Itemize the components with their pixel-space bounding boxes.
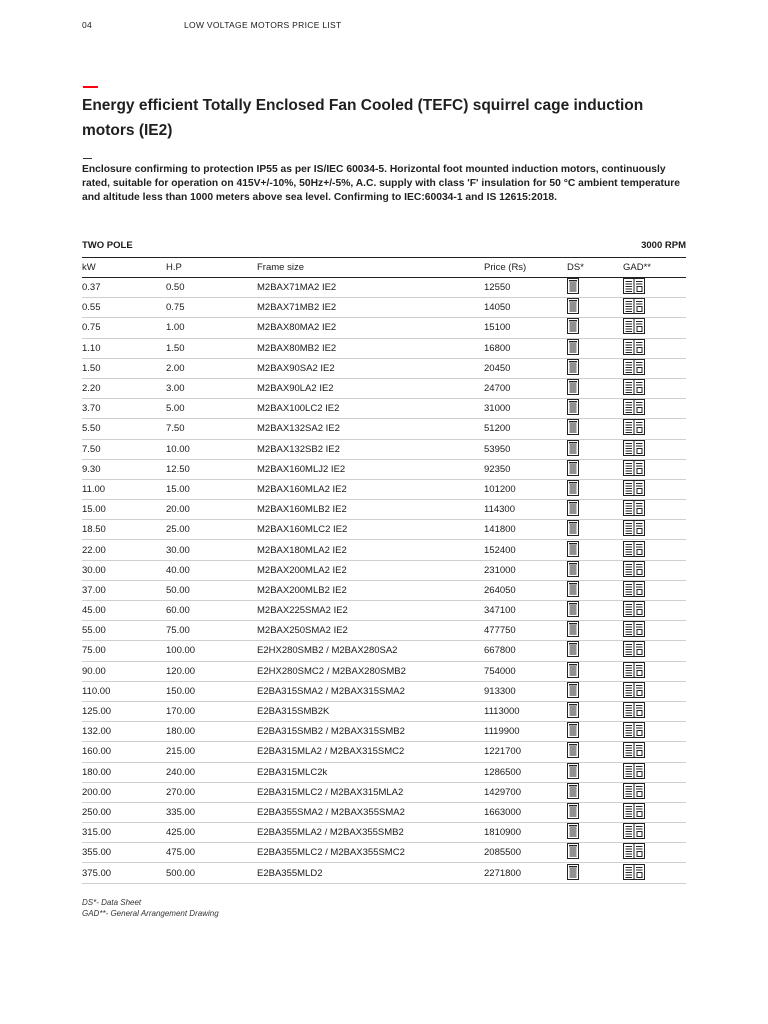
table-row bbox=[82, 843, 686, 863]
table-row bbox=[82, 823, 686, 843]
table-row bbox=[82, 479, 686, 499]
datasheet-icon[interactable] bbox=[567, 702, 579, 721]
table-row bbox=[82, 701, 686, 721]
pole-label: TWO POLE bbox=[82, 240, 133, 251]
cell-ds bbox=[567, 580, 623, 600]
page-number: 04 bbox=[82, 20, 93, 30]
drawing-icon[interactable] bbox=[623, 581, 645, 600]
drawing-icon[interactable] bbox=[623, 278, 645, 297]
cell-gad bbox=[623, 843, 686, 863]
drawing-icon[interactable] bbox=[623, 682, 645, 701]
datasheet-icon[interactable] bbox=[567, 520, 579, 539]
cell-gad bbox=[623, 782, 686, 802]
cell-price: 141800 bbox=[484, 520, 567, 540]
cell-price: 51200 bbox=[484, 419, 567, 439]
cell-hp: 215.00 bbox=[166, 742, 257, 762]
datasheet-icon[interactable] bbox=[567, 823, 579, 842]
cell-ds bbox=[567, 540, 623, 560]
table-row bbox=[82, 580, 686, 600]
drawing-icon[interactable] bbox=[623, 662, 645, 681]
drawing-icon[interactable] bbox=[623, 399, 645, 418]
cell-price: 1429700 bbox=[484, 782, 567, 802]
cell-price: 754000 bbox=[484, 661, 567, 681]
datasheet-icon[interactable] bbox=[567, 500, 579, 519]
cell-ds bbox=[567, 782, 623, 802]
cell-gad bbox=[623, 863, 686, 883]
cell-gad bbox=[623, 681, 686, 701]
cell-gad bbox=[623, 358, 686, 378]
cell-kw: 200.00 bbox=[82, 782, 166, 802]
cell-gad bbox=[623, 419, 686, 439]
drawing-icon[interactable] bbox=[623, 379, 645, 398]
table-row bbox=[82, 358, 686, 378]
cell-frame-size: M2BAX80MB2 IE2 bbox=[257, 338, 484, 358]
cell-hp: 1.50 bbox=[166, 338, 257, 358]
cell-gad bbox=[623, 823, 686, 843]
cell-hp: 20.00 bbox=[166, 500, 257, 520]
cell-kw: 1.50 bbox=[82, 358, 166, 378]
cell-gad bbox=[623, 701, 686, 721]
document-title: LOW VOLTAGE MOTORS PRICE LIST bbox=[184, 20, 342, 30]
cell-frame-size: M2BAX90SA2 IE2 bbox=[257, 358, 484, 378]
cell-hp: 3.00 bbox=[166, 378, 257, 398]
datasheet-icon[interactable] bbox=[567, 359, 579, 378]
cell-kw: 11.00 bbox=[82, 479, 166, 499]
cell-hp: 500.00 bbox=[166, 863, 257, 883]
cell-ds bbox=[567, 621, 623, 641]
cell-kw: 2.20 bbox=[82, 378, 166, 398]
cell-kw: 90.00 bbox=[82, 661, 166, 681]
cell-gad bbox=[623, 601, 686, 621]
table-row bbox=[82, 500, 686, 520]
cell-gad bbox=[623, 722, 686, 742]
cell-frame-size: M2BAX200MLB2 IE2 bbox=[257, 580, 484, 600]
cell-frame-size: E2BA315MLC2k bbox=[257, 762, 484, 782]
cell-hp: 10.00 bbox=[166, 439, 257, 459]
table-row bbox=[82, 520, 686, 540]
cell-ds bbox=[567, 459, 623, 479]
drawing-icon[interactable] bbox=[623, 541, 645, 560]
cell-hp: 100.00 bbox=[166, 641, 257, 661]
cell-price: 92350 bbox=[484, 459, 567, 479]
cell-frame-size: M2BAX160MLB2 IE2 bbox=[257, 500, 484, 520]
cell-hp: 75.00 bbox=[166, 621, 257, 641]
cell-price: 2271800 bbox=[484, 863, 567, 883]
cell-kw: 355.00 bbox=[82, 843, 166, 863]
cell-kw: 15.00 bbox=[82, 500, 166, 520]
cell-frame-size: M2BAX71MA2 IE2 bbox=[257, 278, 484, 298]
cell-ds bbox=[567, 298, 623, 318]
cell-price: 1113000 bbox=[484, 701, 567, 721]
table-row bbox=[82, 863, 686, 883]
cell-price: 20450 bbox=[484, 358, 567, 378]
table-row bbox=[82, 742, 686, 762]
cell-frame-size: M2BAX160MLJ2 IE2 bbox=[257, 459, 484, 479]
cell-frame-size: E2BA315SMB2 / M2BAX315SMB2 bbox=[257, 722, 484, 742]
cell-ds bbox=[567, 338, 623, 358]
datasheet-icon[interactable] bbox=[567, 460, 579, 479]
cell-gad bbox=[623, 459, 686, 479]
cell-ds bbox=[567, 318, 623, 338]
cell-kw: 110.00 bbox=[82, 681, 166, 701]
table-row bbox=[82, 621, 686, 641]
table-row bbox=[82, 459, 686, 479]
cell-hp: 7.50 bbox=[166, 419, 257, 439]
cell-ds bbox=[567, 762, 623, 782]
column-header-kw: kW bbox=[82, 258, 166, 278]
cell-kw: 30.00 bbox=[82, 560, 166, 580]
cell-ds bbox=[567, 802, 623, 822]
datasheet-icon[interactable] bbox=[567, 541, 579, 560]
rpm-label: 3000 RPM bbox=[641, 240, 686, 251]
cell-ds bbox=[567, 863, 623, 883]
cell-ds bbox=[567, 843, 623, 863]
table-row bbox=[82, 439, 686, 459]
cell-hp: 30.00 bbox=[166, 540, 257, 560]
cell-kw: 125.00 bbox=[82, 701, 166, 721]
cell-kw: 22.00 bbox=[82, 540, 166, 560]
cell-ds bbox=[567, 681, 623, 701]
drawing-icon[interactable] bbox=[623, 783, 645, 802]
column-header-hp: H.P bbox=[166, 258, 257, 278]
cell-price: 667800 bbox=[484, 641, 567, 661]
cell-kw: 55.00 bbox=[82, 621, 166, 641]
cell-price: 16800 bbox=[484, 338, 567, 358]
drawing-icon[interactable] bbox=[623, 742, 645, 761]
cell-frame-size: E2HX280SMC2 / M2BAX280SMB2 bbox=[257, 661, 484, 681]
drawing-icon[interactable] bbox=[623, 561, 645, 580]
cell-gad bbox=[623, 298, 686, 318]
table-row bbox=[82, 661, 686, 681]
drawing-icon[interactable] bbox=[623, 722, 645, 741]
drawing-icon[interactable] bbox=[623, 460, 645, 479]
datasheet-icon[interactable] bbox=[567, 621, 579, 640]
drawing-icon[interactable] bbox=[623, 621, 645, 640]
cell-kw: 5.50 bbox=[82, 419, 166, 439]
cell-price: 913300 bbox=[484, 681, 567, 701]
column-header-frame-size: Frame size bbox=[257, 258, 484, 278]
datasheet-icon[interactable] bbox=[567, 601, 579, 620]
cell-frame-size: M2BAX180MLA2 IE2 bbox=[257, 540, 484, 560]
cell-gad bbox=[623, 802, 686, 822]
cell-ds bbox=[567, 742, 623, 762]
cell-hp: 5.00 bbox=[166, 399, 257, 419]
drawing-icon[interactable] bbox=[623, 318, 645, 337]
cell-price: 12550 bbox=[484, 278, 567, 298]
datasheet-icon[interactable] bbox=[567, 318, 579, 337]
datasheet-icon[interactable] bbox=[567, 864, 579, 883]
cell-gad bbox=[623, 500, 686, 520]
footnote-ds: DS*- Data Sheet bbox=[82, 898, 142, 907]
cell-hp: 0.50 bbox=[166, 278, 257, 298]
cell-kw: 315.00 bbox=[82, 823, 166, 843]
cell-frame-size: M2BAX250SMA2 IE2 bbox=[257, 621, 484, 641]
datasheet-icon[interactable] bbox=[567, 561, 579, 580]
datasheet-icon[interactable] bbox=[567, 339, 579, 358]
drawing-icon[interactable] bbox=[623, 440, 645, 459]
column-header-ds: DS* bbox=[567, 258, 623, 278]
column-header-price: Price (Rs) bbox=[484, 258, 567, 278]
cell-kw: 132.00 bbox=[82, 722, 166, 742]
cell-hp: 270.00 bbox=[166, 782, 257, 802]
datasheet-icon[interactable] bbox=[567, 763, 579, 782]
cell-frame-size: M2BAX132SA2 IE2 bbox=[257, 419, 484, 439]
accent-bar bbox=[83, 86, 98, 88]
cell-gad bbox=[623, 540, 686, 560]
cell-hp: 1.00 bbox=[166, 318, 257, 338]
cell-kw: 7.50 bbox=[82, 439, 166, 459]
price-table bbox=[82, 257, 686, 884]
table-row bbox=[82, 641, 686, 661]
table-row bbox=[82, 560, 686, 580]
table-row bbox=[82, 399, 686, 419]
cell-kw: 75.00 bbox=[82, 641, 166, 661]
cell-price: 15100 bbox=[484, 318, 567, 338]
cell-frame-size: M2BAX100LC2 IE2 bbox=[257, 399, 484, 419]
cell-hp: 0.75 bbox=[166, 298, 257, 318]
cell-hp: 180.00 bbox=[166, 722, 257, 742]
cell-price: 1810900 bbox=[484, 823, 567, 843]
table-row bbox=[82, 318, 686, 338]
table-row bbox=[82, 601, 686, 621]
cell-gad bbox=[623, 318, 686, 338]
cell-gad bbox=[623, 661, 686, 681]
cell-gad bbox=[623, 742, 686, 762]
table-row bbox=[82, 681, 686, 701]
cell-ds bbox=[567, 823, 623, 843]
table-row bbox=[82, 782, 686, 802]
table-row bbox=[82, 722, 686, 742]
table-row bbox=[82, 762, 686, 782]
cell-price: 152400 bbox=[484, 540, 567, 560]
drawing-icon[interactable] bbox=[623, 480, 645, 499]
cell-frame-size: E2BA355MLD2 bbox=[257, 863, 484, 883]
cell-frame-size: E2BA355MLA2 / M2BAX355SMB2 bbox=[257, 823, 484, 843]
cell-ds bbox=[567, 701, 623, 721]
cell-price: 264050 bbox=[484, 580, 567, 600]
cell-kw: 9.30 bbox=[82, 459, 166, 479]
cell-kw: 0.55 bbox=[82, 298, 166, 318]
table-row bbox=[82, 540, 686, 560]
drawing-icon[interactable] bbox=[623, 500, 645, 519]
cell-ds bbox=[567, 601, 623, 621]
datasheet-icon[interactable] bbox=[567, 783, 579, 802]
cell-hp: 170.00 bbox=[166, 701, 257, 721]
cell-kw: 0.75 bbox=[82, 318, 166, 338]
cell-price: 2085500 bbox=[484, 843, 567, 863]
cell-kw: 3.70 bbox=[82, 399, 166, 419]
cell-kw: 180.00 bbox=[82, 762, 166, 782]
cell-gad bbox=[623, 762, 686, 782]
cell-ds bbox=[567, 520, 623, 540]
datasheet-icon[interactable] bbox=[567, 379, 579, 398]
cell-frame-size: M2BAX160MLA2 IE2 bbox=[257, 479, 484, 499]
cell-ds bbox=[567, 399, 623, 419]
cell-kw: 250.00 bbox=[82, 802, 166, 822]
cell-kw: 18.50 bbox=[82, 520, 166, 540]
datasheet-icon[interactable] bbox=[567, 278, 579, 297]
cell-frame-size: E2BA315SMA2 / M2BAX315SMA2 bbox=[257, 681, 484, 701]
cell-ds bbox=[567, 560, 623, 580]
cell-hp: 425.00 bbox=[166, 823, 257, 843]
cell-hp: 475.00 bbox=[166, 843, 257, 863]
cell-frame-size: M2BAX90LA2 IE2 bbox=[257, 378, 484, 398]
footnote-gad: GAD**- General Arrangement Drawing bbox=[82, 909, 219, 918]
cell-ds bbox=[567, 378, 623, 398]
cell-frame-size: E2BA315MLA2 / M2BAX315SMC2 bbox=[257, 742, 484, 762]
table-row bbox=[82, 298, 686, 318]
datasheet-icon[interactable] bbox=[567, 722, 579, 741]
drawing-icon[interactable] bbox=[623, 298, 645, 317]
datasheet-icon[interactable] bbox=[567, 682, 579, 701]
cell-frame-size: E2BA355SMA2 / M2BAX355SMA2 bbox=[257, 802, 484, 822]
cell-ds bbox=[567, 419, 623, 439]
cell-price: 231000 bbox=[484, 560, 567, 580]
cell-kw: 1.10 bbox=[82, 338, 166, 358]
drawing-icon[interactable] bbox=[623, 702, 645, 721]
datasheet-icon[interactable] bbox=[567, 843, 579, 862]
page-title: Energy efficient Totally Enclosed Fan Cooled (TEFC) squirrel cage induction motors (IE2) bbox=[82, 97, 644, 139]
cell-price: 347100 bbox=[484, 601, 567, 621]
datasheet-icon[interactable] bbox=[567, 480, 579, 499]
datasheet-icon[interactable] bbox=[567, 803, 579, 822]
cell-price: 114300 bbox=[484, 500, 567, 520]
cell-frame-size: M2BAX200MLA2 IE2 bbox=[257, 560, 484, 580]
cell-hp: 25.00 bbox=[166, 520, 257, 540]
cell-kw: 45.00 bbox=[82, 601, 166, 621]
column-header-gad: GAD** bbox=[623, 258, 686, 278]
cell-kw: 37.00 bbox=[82, 580, 166, 600]
cell-price: 101200 bbox=[484, 479, 567, 499]
cell-price: 1663000 bbox=[484, 802, 567, 822]
cell-gad bbox=[623, 338, 686, 358]
datasheet-icon[interactable] bbox=[567, 662, 579, 681]
drawing-icon[interactable] bbox=[623, 641, 645, 660]
cell-ds bbox=[567, 479, 623, 499]
cell-hp: 150.00 bbox=[166, 681, 257, 701]
cell-kw: 375.00 bbox=[82, 863, 166, 883]
cell-price: 1221700 bbox=[484, 742, 567, 762]
cell-hp: 335.00 bbox=[166, 802, 257, 822]
cell-frame-size: M2BAX160MLC2 IE2 bbox=[257, 520, 484, 540]
drawing-icon[interactable] bbox=[623, 864, 645, 883]
cell-gad bbox=[623, 479, 686, 499]
cell-ds bbox=[567, 722, 623, 742]
cell-gad bbox=[623, 278, 686, 298]
cell-ds bbox=[567, 661, 623, 681]
drawing-icon[interactable] bbox=[623, 823, 645, 842]
cell-gad bbox=[623, 641, 686, 661]
cell-hp: 60.00 bbox=[166, 601, 257, 621]
drawing-icon[interactable] bbox=[623, 339, 645, 358]
drawing-icon[interactable] bbox=[623, 419, 645, 438]
cell-hp: 40.00 bbox=[166, 560, 257, 580]
cell-kw: 0.37 bbox=[82, 278, 166, 298]
cell-ds bbox=[567, 500, 623, 520]
cell-frame-size: M2BAX225SMA2 IE2 bbox=[257, 601, 484, 621]
drawing-icon[interactable] bbox=[623, 803, 645, 822]
table-row bbox=[82, 802, 686, 822]
cell-frame-size: E2HX280SMB2 / M2BAX280SA2 bbox=[257, 641, 484, 661]
cell-gad bbox=[623, 399, 686, 419]
cell-gad bbox=[623, 439, 686, 459]
cell-frame-size: E2BA315SMB2K bbox=[257, 701, 484, 721]
table-row bbox=[82, 278, 686, 298]
cell-gad bbox=[623, 621, 686, 641]
cell-hp: 120.00 bbox=[166, 661, 257, 681]
table-row bbox=[82, 338, 686, 358]
cell-gad bbox=[623, 580, 686, 600]
table-row bbox=[82, 419, 686, 439]
drawing-icon[interactable] bbox=[623, 843, 645, 862]
table-row bbox=[82, 378, 686, 398]
cell-price: 31000 bbox=[484, 399, 567, 419]
cell-ds bbox=[567, 439, 623, 459]
datasheet-icon[interactable] bbox=[567, 742, 579, 761]
datasheet-icon[interactable] bbox=[567, 399, 579, 418]
datasheet-icon[interactable] bbox=[567, 440, 579, 459]
drawing-icon[interactable] bbox=[623, 601, 645, 620]
cell-price: 1119900 bbox=[484, 722, 567, 742]
datasheet-icon[interactable] bbox=[567, 581, 579, 600]
description-paragraph: Enclosure confirming to protection IP55 as per IS/IEC 60034-5. Horizontal foot mounted induction motors, continuously rated, suitable for operation on 415V+/-10%, 50Hz+/-5%, A.C. supply with class 'F' insulation for 50 °C ambient temperature and altitude less than 1000 meters above sea level. Confirming to IEC:60034-1 and IS 12615:2018. bbox=[82, 164, 680, 203]
datasheet-icon[interactable] bbox=[567, 641, 579, 660]
datasheet-icon[interactable] bbox=[567, 298, 579, 317]
cell-price: 14050 bbox=[484, 298, 567, 318]
table-header-row bbox=[82, 258, 686, 278]
cell-gad bbox=[623, 560, 686, 580]
drawing-icon[interactable] bbox=[623, 520, 645, 539]
section-divider bbox=[83, 158, 92, 159]
cell-price: 477750 bbox=[484, 621, 567, 641]
drawing-icon[interactable] bbox=[623, 359, 645, 378]
cell-ds bbox=[567, 358, 623, 378]
cell-price: 53950 bbox=[484, 439, 567, 459]
cell-price: 1286500 bbox=[484, 762, 567, 782]
footnotes bbox=[82, 897, 219, 919]
cell-frame-size: M2BAX132SB2 IE2 bbox=[257, 439, 484, 459]
cell-frame-size: E2BA355MLC2 / M2BAX355SMC2 bbox=[257, 843, 484, 863]
drawing-icon[interactable] bbox=[623, 763, 645, 782]
cell-frame-size: E2BA315MLC2 / M2BAX315MLA2 bbox=[257, 782, 484, 802]
cell-price: 24700 bbox=[484, 378, 567, 398]
cell-frame-size: M2BAX71MB2 IE2 bbox=[257, 298, 484, 318]
cell-gad bbox=[623, 520, 686, 540]
cell-ds bbox=[567, 641, 623, 661]
cell-hp: 50.00 bbox=[166, 580, 257, 600]
cell-hp: 240.00 bbox=[166, 762, 257, 782]
cell-kw: 160.00 bbox=[82, 742, 166, 762]
cell-hp: 15.00 bbox=[166, 479, 257, 499]
cell-ds bbox=[567, 278, 623, 298]
cell-hp: 2.00 bbox=[166, 358, 257, 378]
cell-hp: 12.50 bbox=[166, 459, 257, 479]
datasheet-icon[interactable] bbox=[567, 419, 579, 438]
cell-gad bbox=[623, 378, 686, 398]
cell-frame-size: M2BAX80MA2 IE2 bbox=[257, 318, 484, 338]
